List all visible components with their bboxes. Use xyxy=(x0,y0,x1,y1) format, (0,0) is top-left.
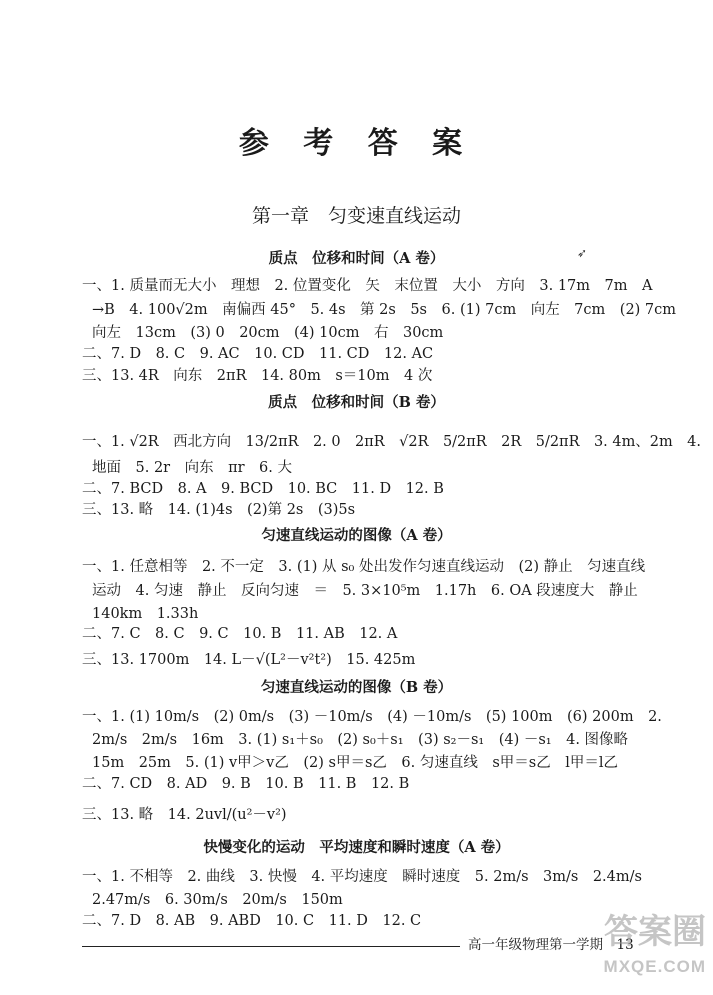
answer-line: 三、13. 略 14. (1)4s (2)第 2s (3)5s xyxy=(82,502,356,518)
answer-line: 一、1. 质量而无大小 理想 2. 位置变化 矢 末位置 大小 方向 3. 17m 7m A xyxy=(82,278,653,294)
answer-line: 一、1. 任意相等 2. 不一定 3. (1) 从 s₀ 处出发作匀速直线运动 (2) 静止 匀速直线 xyxy=(82,559,646,575)
answer-line: 140km 1.33h xyxy=(92,606,199,622)
page-footer: 高一年级物理第一学期 13 xyxy=(468,937,634,953)
section-heading: 质点 位移和时间（B 卷） xyxy=(268,394,445,411)
answer-line: 向左 13cm (3) 0 20cm (4) 10cm 右 30cm xyxy=(92,325,444,341)
section-heading: 匀速直线运动的图像（A 卷） xyxy=(261,527,452,544)
pen-mark: ➶ xyxy=(577,246,588,260)
page-title: 参 考 答 案 xyxy=(238,126,475,161)
answer-line: 二、7. CD 8. AD 9. B 10. B 11. B 12. B xyxy=(82,776,410,792)
answer-line: 15m 25m 5. (1) v甲＞v乙 (2) s甲＝s乙 6. 匀速直线 s甲＝s乙 l甲＝l乙 xyxy=(92,755,619,771)
watermark-logo-bottom: MXQE.COM xyxy=(603,957,706,976)
section-heading: 匀速直线运动的图像（B 卷） xyxy=(260,679,453,696)
section-heading: 质点 位移和时间（A 卷） xyxy=(268,250,445,267)
watermark-logo-top: 答案圈 xyxy=(604,913,706,951)
answer-line: 一、1. 不相等 2. 曲线 3. 快慢 4. 平均速度 瞬时速度 5. 2m/s 3m/s 2.4m/s xyxy=(82,869,642,885)
answer-line: 二、7. BCD 8. A 9. BCD 10. BC 11. D 12. B xyxy=(82,481,444,497)
answer-line: 二、7. C 8. C 9. C 10. B 11. AB 12. A xyxy=(82,626,398,642)
footer-rule xyxy=(82,946,460,947)
watermark-logo xyxy=(548,908,706,988)
answer-line: 地面 5. 2r 向东 πr 6. 大 xyxy=(92,460,293,476)
answer-line: 2.47m/s 6. 30m/s 20m/s 150m xyxy=(92,892,343,908)
answer-line: 一、1. √2R 西北方向 13/2πR 2. 0 2πR √2R 5/2πR 2R 5/2πR 3. 4m、2m 4. xyxy=(82,434,701,450)
answer-line: 2m/s 2m/s 16m 3. (1) s₁＋s₀ (2) s₀＋s₁ (3) s₂－s₁ (4) －s₁ 4. 图像略 xyxy=(92,732,629,748)
answer-line: 三、13. 4R 向东 2πR 14. 80m s＝10m 4 次 xyxy=(82,368,433,384)
answer-line: 二、7. D 8. AB 9. ABD 10. C 11. D 12. C xyxy=(82,913,422,929)
answer-line: 一、1. (1) 10m/s (2) 0m/s (3) －10m/s (4) －10m/s (5) 100m (6) 200m 2. xyxy=(82,709,662,725)
answer-line: 运动 4. 匀速 静止 反向匀速 ＝ 5. 3×10⁵m 1.17h 6. OA 段速度大 静止 xyxy=(92,583,638,599)
answer-line: →B 4. 100√2m 南偏西 45° 5. 4s 第 2s 5s 6. (1) 7cm 向左 7cm (2) 7cm xyxy=(92,302,677,318)
section-heading: 快慢变化的运动 平均速度和瞬时速度（A 卷） xyxy=(203,839,510,856)
chapter-heading: 第一章 匀变速直线运动 xyxy=(251,205,461,227)
answer-line: 三、13. 略 14. 2uvl/(u²－v²) xyxy=(82,807,287,823)
answer-line: 二、7. D 8. C 9. AC 10. CD 11. CD 12. AC xyxy=(82,346,434,362)
answer-line: 三、13. 1700m 14. L－√(L²－v²t²) 15. 425m xyxy=(82,652,416,668)
